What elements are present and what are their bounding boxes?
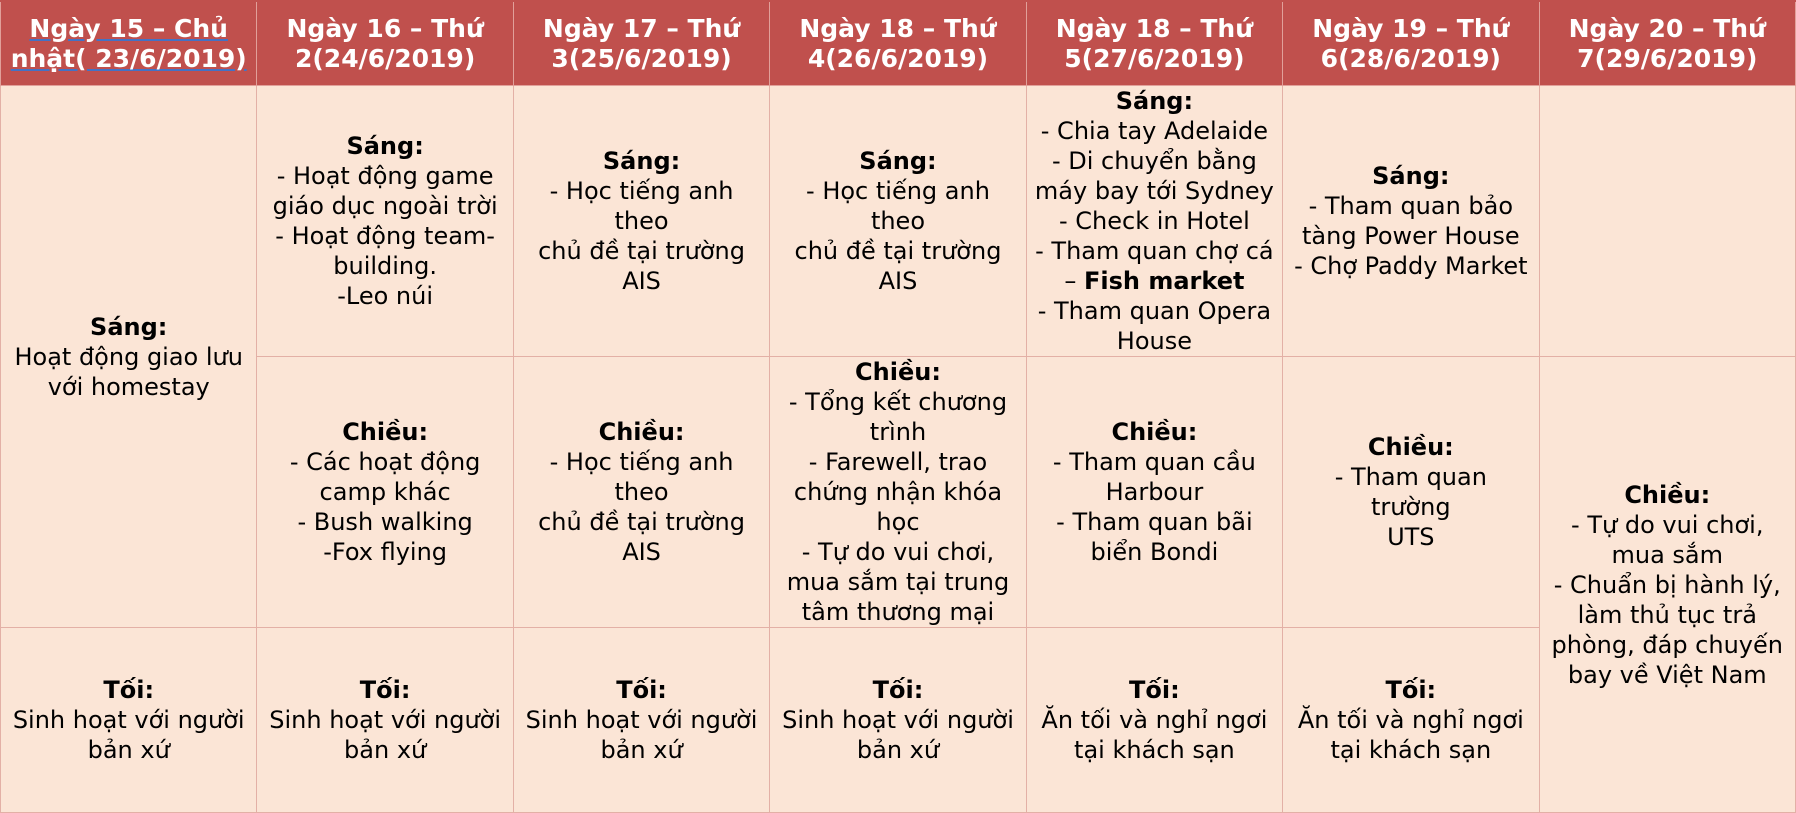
activity-line: - Tổng kết chương bbox=[788, 388, 1008, 416]
activity-line: mua sắm bbox=[1611, 540, 1724, 569]
day-header: Ngày 18 – Thứ 4(26/6/2019) bbox=[770, 1, 1026, 86]
morning-row bbox=[1, 86, 1796, 357]
schedule-cell bbox=[770, 357, 1026, 628]
activity-line: - Hoạt động game bbox=[276, 162, 494, 190]
activity-line: chủ đề tại trường bbox=[538, 508, 745, 536]
activity-line: Sinh hoạt với người bbox=[782, 706, 1014, 734]
activity-line: - Tham quan Opera bbox=[1037, 297, 1272, 325]
activity-line: làm thủ tục trả bbox=[1577, 600, 1757, 629]
activity-line: AIS bbox=[878, 267, 918, 295]
activity-line: trình bbox=[869, 418, 927, 446]
schedule-cell bbox=[1539, 357, 1795, 813]
activity-line: AIS bbox=[622, 538, 661, 566]
activity-line: bản xứ bbox=[344, 736, 427, 764]
activity-line: biển Bondi bbox=[1090, 538, 1219, 566]
session-title: Tối: bbox=[103, 676, 155, 704]
activity-line: phòng, đáp chuyến bbox=[1551, 630, 1783, 659]
activity-line: Sinh hoạt với người bbox=[269, 706, 502, 734]
session-title: Tối: bbox=[1385, 676, 1437, 704]
schedule-cell bbox=[513, 357, 769, 628]
session-title: Sáng: bbox=[1115, 87, 1194, 115]
session-title: Sáng: bbox=[90, 312, 168, 341]
activity-line: - Hoạt động team- bbox=[275, 222, 495, 250]
session-title: Sáng: bbox=[1372, 162, 1450, 190]
activity-line: tàng Power House bbox=[1302, 222, 1520, 250]
session-title: Sáng: bbox=[346, 132, 424, 160]
activity-line: - Các hoạt động bbox=[289, 448, 481, 476]
schedule-cell bbox=[513, 86, 769, 357]
session-title: Tối: bbox=[359, 676, 411, 704]
activity-line: với homestay bbox=[47, 372, 210, 401]
activity-line: chủ đề tại trường bbox=[794, 237, 1002, 265]
activity-line: học bbox=[876, 508, 920, 536]
header-row bbox=[1, 1, 1796, 86]
activity-line: máy bay tới Sydney bbox=[1034, 177, 1274, 205]
empty-cell bbox=[1539, 86, 1795, 357]
activity-line: tại khách sạn bbox=[1074, 736, 1235, 764]
activity-line: - Học tiếng anh theo bbox=[549, 177, 734, 235]
schedule-cell bbox=[1, 628, 257, 813]
session-title: Tối: bbox=[616, 676, 667, 704]
session-title: Tối: bbox=[872, 676, 924, 704]
activity-line: - Tham quan cầu bbox=[1052, 448, 1256, 476]
schedule-cell bbox=[257, 357, 513, 628]
schedule-cell bbox=[1026, 86, 1282, 357]
activity-line: tâm thương mại bbox=[801, 598, 995, 626]
session-title: Sáng: bbox=[859, 147, 937, 175]
session-title: Sáng: bbox=[602, 147, 681, 175]
session-title: Chiều: bbox=[1111, 418, 1198, 446]
day-header: Ngày 18 – Thứ 5(27/6/2019) bbox=[1026, 1, 1282, 86]
activity-line: camp khác bbox=[319, 478, 451, 506]
evening-row bbox=[1, 628, 1796, 813]
activity-line: bay về Việt Nam bbox=[1567, 660, 1767, 689]
activity-line: chứng nhận khóa bbox=[793, 478, 1003, 506]
activity-line: - Tự do vui chơi, bbox=[801, 538, 995, 566]
schedule-cell bbox=[1026, 628, 1282, 813]
activity-line: - Tham quan trường bbox=[1334, 463, 1487, 521]
schedule-cell bbox=[513, 628, 769, 813]
schedule-cell bbox=[1026, 357, 1282, 628]
day-header-text: Ngày 15 – Chủ nhật( 23/6/2019) bbox=[10, 13, 247, 73]
activity-line: mua sắm tại trung bbox=[786, 568, 1010, 596]
schedule-cell bbox=[1283, 357, 1539, 628]
day-header bbox=[1, 1, 257, 86]
activity-line: building. bbox=[333, 252, 438, 280]
schedule-cell bbox=[770, 628, 1026, 813]
activity-line: chủ đề tại trường bbox=[538, 237, 745, 265]
session-title: Chiều: bbox=[342, 418, 429, 446]
activity-line: - Tự do vui chơi, bbox=[1571, 510, 1764, 539]
activity-line: Harbour bbox=[1105, 478, 1204, 506]
day-header: Ngày 16 – Thứ 2(24/6/2019) bbox=[257, 1, 513, 86]
afternoon-row bbox=[1, 357, 1796, 628]
schedule-cell bbox=[1, 86, 257, 628]
session-title: Tối: bbox=[1129, 676, 1180, 704]
activity-line: Sinh hoạt với người bbox=[525, 706, 758, 734]
activity-line: - Tham quan bãi bbox=[1056, 508, 1253, 536]
fish-market-text: Fish market bbox=[1083, 267, 1245, 295]
schedule-cell bbox=[1283, 86, 1539, 357]
session-title: Chiều: bbox=[1367, 433, 1454, 461]
activity-line: Ăn tối và nghỉ ngơi bbox=[1041, 706, 1268, 734]
activity-line: - Học tiếng anh theo bbox=[549, 448, 734, 506]
activity-line: - Di chuyển bằng bbox=[1051, 147, 1257, 175]
activity-line: tại khách sạn bbox=[1330, 736, 1492, 764]
activity-line: - Chuẩn bị hành lý, bbox=[1553, 570, 1781, 599]
activity-line: - Tham quan bảo bbox=[1308, 192, 1514, 220]
activity-line: bản xứ bbox=[87, 736, 170, 764]
dash-text: – bbox=[1064, 267, 1084, 295]
schedule-cell bbox=[1283, 628, 1539, 813]
schedule-cell bbox=[257, 628, 513, 813]
activity-line: - Học tiếng anh theo bbox=[806, 177, 990, 235]
activity-line: Hoạt động giao lưu bbox=[14, 342, 243, 371]
activity-line: - Chia tay Adelaide bbox=[1040, 117, 1269, 145]
session-title: Chiều: bbox=[598, 418, 685, 446]
session-title: Chiều: bbox=[855, 358, 941, 386]
activity-line: - Check in Hotel bbox=[1058, 207, 1250, 235]
activity-line: giáo dục ngoài trời bbox=[272, 192, 498, 220]
activity-line: UTS bbox=[1387, 523, 1435, 551]
activity-line: - Chợ Paddy Market bbox=[1294, 252, 1528, 280]
activity-line bbox=[1035, 266, 1274, 296]
activity-line: - Bush walking bbox=[297, 508, 473, 536]
activity-line: Ăn tối và nghỉ ngơi bbox=[1297, 706, 1524, 734]
activity-line: - Farewell, trao bbox=[808, 448, 988, 476]
day-header: Ngày 20 – Thứ 7(29/6/2019) bbox=[1539, 1, 1795, 86]
schedule-cell bbox=[257, 86, 513, 357]
activity-line: - Tham quan chợ cá bbox=[1035, 237, 1274, 265]
activity-line: House bbox=[1116, 327, 1192, 355]
activity-line: bản xứ bbox=[600, 736, 683, 764]
activity-line: Sinh hoạt với người bbox=[12, 706, 245, 734]
day-header: Ngày 17 – Thứ 3(25/6/2019) bbox=[513, 1, 769, 86]
schedule-cell bbox=[770, 86, 1026, 357]
session-title: Chiều: bbox=[1624, 480, 1711, 509]
activity-line: -Leo núi bbox=[337, 282, 434, 310]
day-header: Ngày 19 – Thứ 6(28/6/2019) bbox=[1283, 1, 1539, 86]
activity-line: bản xứ bbox=[856, 736, 940, 764]
activity-line: -Fox flying bbox=[323, 538, 448, 566]
activity-line: AIS bbox=[622, 267, 661, 295]
